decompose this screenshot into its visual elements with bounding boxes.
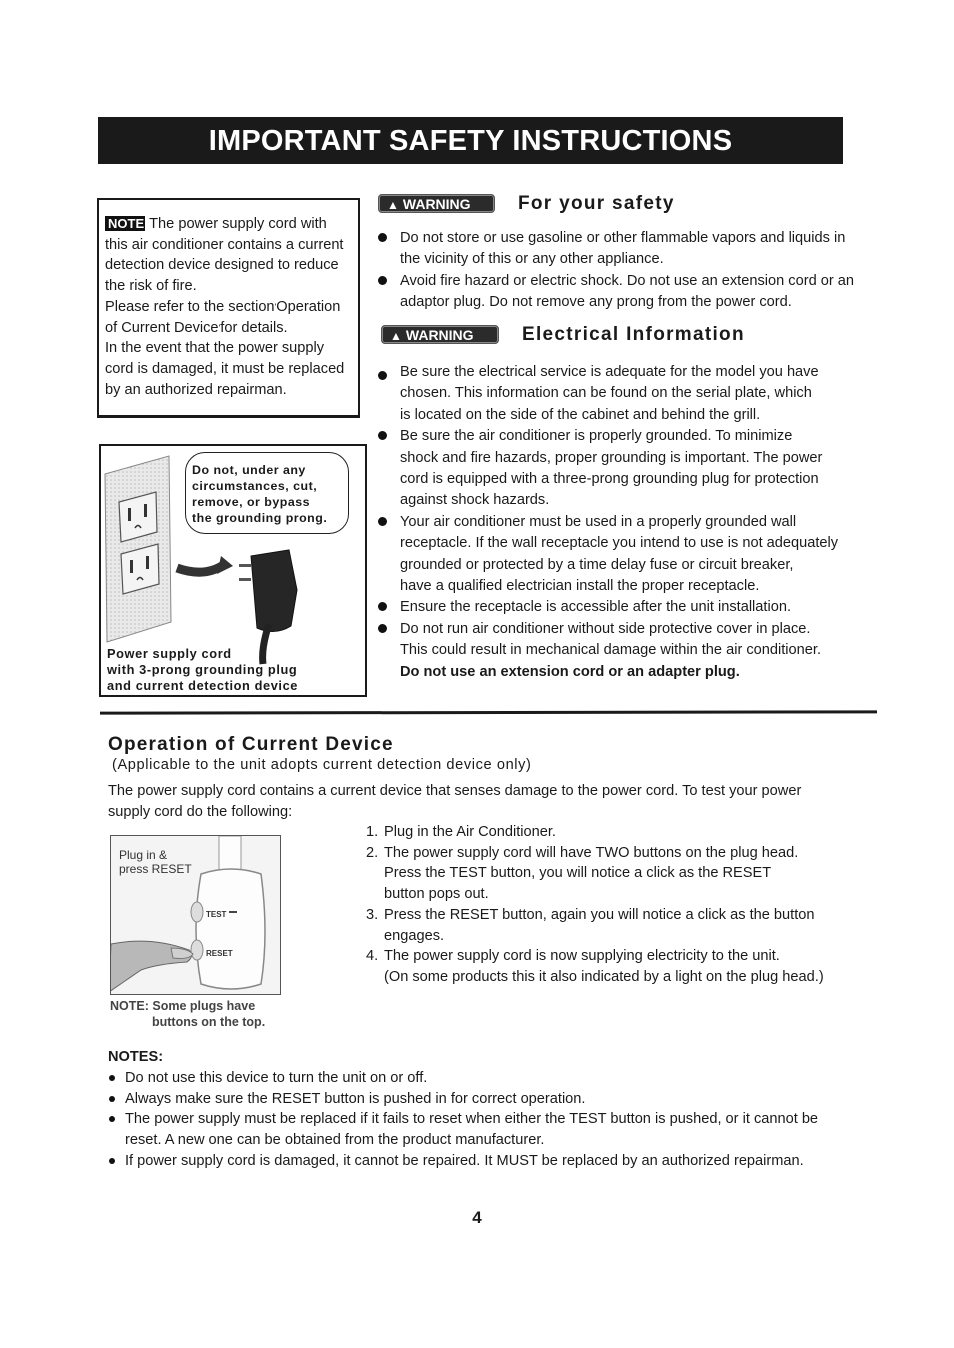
bullet-icon	[109, 1096, 115, 1102]
notes-heading: NOTES:	[108, 1049, 164, 1065]
plug-head-figure	[110, 835, 281, 995]
test-button: TEST	[206, 910, 227, 919]
note-line: In the event that the power supply	[105, 340, 325, 357]
warning-badge	[381, 325, 499, 344]
list-item: If power supply cord is damaged, it cannot be repaired. It MUST be replaced by an authorized repairman.	[108, 1151, 878, 1172]
bullet-icon	[378, 371, 387, 380]
test-steps-list	[366, 822, 824, 988]
notes-list	[108, 1068, 878, 1172]
list-item: Avoid fire hazard or electric shock. Do not use an extension cord or an adaptor plug. Do not remove any prong from the power cord.	[378, 271, 898, 314]
note-line: cord is damaged, it must be replaced	[105, 360, 345, 377]
reset-button: RESET	[206, 949, 233, 958]
list-item: Do not run air conditioner without side protective cover in place. This could result in mechanical damage within the air conditioner. Do not use an extension cord or an adapter plug.	[378, 619, 898, 683]
figure-caption: Power supply cord with 3-prong grounding plug and current detection device	[107, 646, 299, 693]
page-title: IMPORTANT SAFETY INSTRUCTIONS	[208, 125, 733, 157]
list-item: The power supply must be replaced if it fails to reset when either the TEST button is pushed, or it cannot be reset. A new one can be obtained from the product manufacturer.	[108, 1109, 878, 1150]
plug-head-illustration	[111, 836, 279, 993]
list-item: Do not use this device to turn the unit on or off.	[108, 1068, 878, 1089]
bullet-icon	[378, 602, 387, 611]
bullet-icon	[378, 276, 387, 285]
step-item: 1. Plug in the Air Conditioner.	[366, 824, 556, 840]
note-line: The power supply cord with	[149, 216, 327, 232]
note-line: this air conditioner contains a current	[105, 236, 344, 253]
note-line: by an authorized repairman.	[105, 381, 287, 398]
safety-list	[378, 228, 898, 314]
bullet-icon	[378, 431, 387, 440]
plug-figure-caption: NOTE: Some plugs have buttons on the top.	[110, 999, 266, 1029]
note-box: NOTE The power supply cord with this air conditioner contains a current detection device designed to reduce the risk of fire. Please refer to the section'Operation of Current Device'for details. In the event that the power supply cord is damaged, it must be replaced by an authorized repairman.	[97, 198, 360, 418]
note-tag: NOTE	[105, 216, 145, 231]
grounding-callout: Do not, under any circumstances, cut, remove, or bypass the grounding prong.	[185, 452, 349, 534]
grounding-plug-figure	[99, 444, 367, 697]
section-heading-safety: For your safety	[518, 193, 675, 214]
section-heading-operation: Operation of Current Device	[108, 734, 394, 755]
figure-label: Plug in & press RESET	[119, 848, 192, 876]
note-line: Operation	[276, 298, 341, 315]
operation-intro: The power supply cord contains a current device that senses damage to the power cord. To test your power supply cord do the following:	[108, 783, 802, 820]
list-item: Ensure the receptacle is accessible after the unit installation.	[378, 597, 898, 618]
warning-triangle-icon: ▲	[390, 329, 402, 343]
warning-triangle-icon: ▲	[387, 198, 399, 212]
step-item: 2. The power supply cord will have TWO buttons on the plug head. Press the TEST button, you will notice a click as the RESET button pops out.	[366, 844, 799, 903]
bullet-icon	[109, 1075, 115, 1081]
bullet-icon	[109, 1116, 115, 1122]
step-item: 4. The power supply cord is now supplying electricity to the unit. (On some products this it also indicated by a light on the plug head.)	[366, 948, 824, 985]
warning-label: WARNING	[402, 196, 471, 212]
section-subheading: (Applicable to the unit adopts current detection device only)	[112, 757, 532, 773]
note-line: detection device designed to reduce	[105, 257, 339, 274]
section-heading-electrical: Electrical Information	[522, 324, 745, 345]
bold-warning: Do not use an extension cord or an adapter plug.	[400, 663, 740, 680]
bullet-icon	[378, 517, 387, 526]
electrical-list	[378, 362, 898, 683]
list-item: Your air conditioner must be used in a properly grounded wall receptacle. If the wall receptacle you intend to use is not adequately grounded or protected by a time delay fuse or circuit breaker, have a qualified electrician install the proper receptacle.	[378, 512, 898, 598]
section-divider	[100, 710, 877, 714]
note-line: of Current Device	[105, 319, 219, 336]
warning-label: WARNING	[405, 327, 474, 343]
page-title-banner	[98, 117, 843, 164]
bullet-icon	[109, 1158, 115, 1164]
warning-badge	[378, 194, 495, 213]
note-line: Please refer to the section	[105, 298, 275, 315]
note-line: the risk of fire.	[105, 278, 197, 295]
page-number: 4	[472, 1208, 482, 1227]
list-item: Be sure the electrical service is adequate for the model you have chosen. This information can be found on the serial plate, which is located on the side of the cabinet and behind the grill.	[378, 362, 898, 426]
list-item: Be sure the air conditioner is properly grounded. To minimize shock and fire hazards, proper grounding is important. The power cord is equipped with a three-prong grounding plug for protection against shock hazards.	[378, 426, 898, 512]
bullet-icon	[378, 624, 387, 633]
note-line: for details.	[220, 319, 288, 336]
list-item: Do not store or use gasoline or other flammable vapors and liquids in the vicinity of this or any other appliance.	[378, 228, 898, 271]
list-item: Always make sure the RESET button is pushed in for correct operation.	[108, 1089, 878, 1110]
bullet-icon	[378, 233, 387, 242]
step-item: 3. Press the RESET button, again you will notice a click as the button engages.	[366, 906, 815, 944]
